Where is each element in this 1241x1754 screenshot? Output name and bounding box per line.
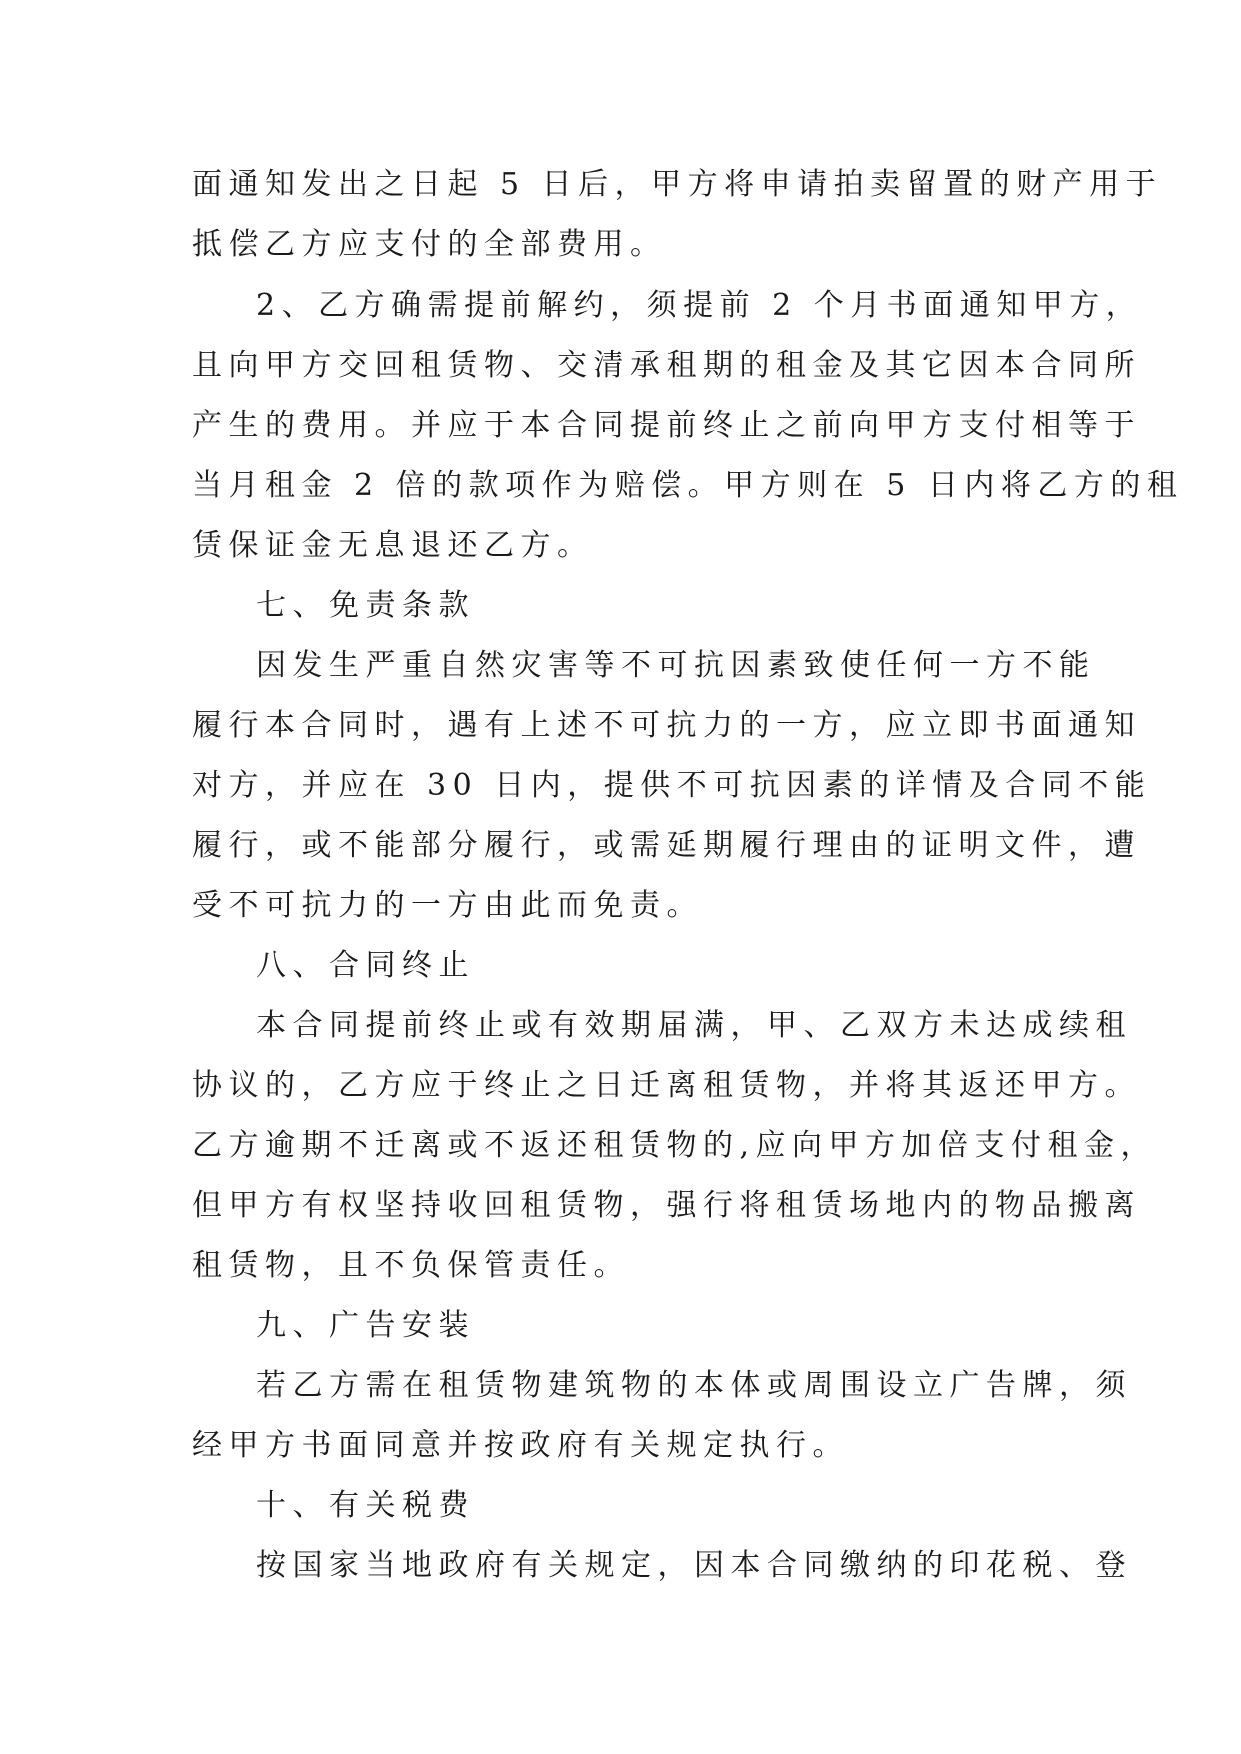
body-line: 若乙方需在租赁物建筑物的本体或周围设立广告牌，须 — [256, 1368, 1132, 1403]
body-line: 赁保证金无息退还乙方。 — [192, 528, 594, 563]
body-line: 租赁物，且不负保管责任。 — [192, 1248, 630, 1283]
body-line: 经甲方书面同意并按政府有关规定执行。 — [192, 1428, 849, 1463]
body-line: 因发生严重自然灾害等不可抗因素致使任何一方不能 — [256, 648, 1096, 683]
body-line: 履行本合同时，遇有上述不可抗力的一方，应立即书面通知 — [192, 708, 1141, 743]
body-line: 对方，并应在 30 日内，提供不可抗因素的详情及合同不能 — [192, 768, 1152, 803]
body-line: 履行，或不能部分履行，或需延期履行理由的证明文件，遭 — [192, 828, 1141, 863]
section-heading: 九、广告安装 — [256, 1308, 475, 1343]
body-line: 面通知发出之日起 5 日后，甲方将申请拍卖留置的财产用于 — [192, 167, 1163, 202]
body-line: 2、乙方确需提前解约，须提前 2 个月书面通知甲方， — [256, 288, 1143, 323]
section-heading: 十、有关税费 — [256, 1488, 475, 1523]
body-line: 本合同提前终止或有效期届满，甲、乙双方未达成续租 — [256, 1008, 1132, 1043]
section-heading: 七、免责条款 — [256, 588, 475, 623]
body-line: 受不可抗力的一方由此而免责。 — [192, 888, 703, 923]
body-line: 但甲方有权坚持收回租赁物，强行将租赁场地内的物品搬离 — [192, 1188, 1141, 1223]
section-heading: 八、合同终止 — [256, 948, 475, 983]
body-line: 乙方逾期不迁离或不返还租赁物的,应向甲方加倍支付租金， — [192, 1128, 1158, 1163]
body-line: 按国家当地政府有关规定，因本合同缴纳的印花税、登 — [256, 1548, 1132, 1583]
body-line: 当月租金 2 倍的款项作为赔偿。甲方则在 5 日内将乙方的租 — [192, 468, 1184, 503]
body-line: 抵偿乙方应支付的全部费用。 — [192, 227, 667, 262]
body-line: 且向甲方交回租赁物、交清承租期的租金及其它因本合同所 — [192, 348, 1141, 383]
body-line: 产生的费用。并应于本合同提前终止之前向甲方支付相等于 — [192, 408, 1141, 443]
body-line: 协议的，乙方应于终止之日迁离租赁物，并将其返还甲方。 — [192, 1068, 1141, 1103]
